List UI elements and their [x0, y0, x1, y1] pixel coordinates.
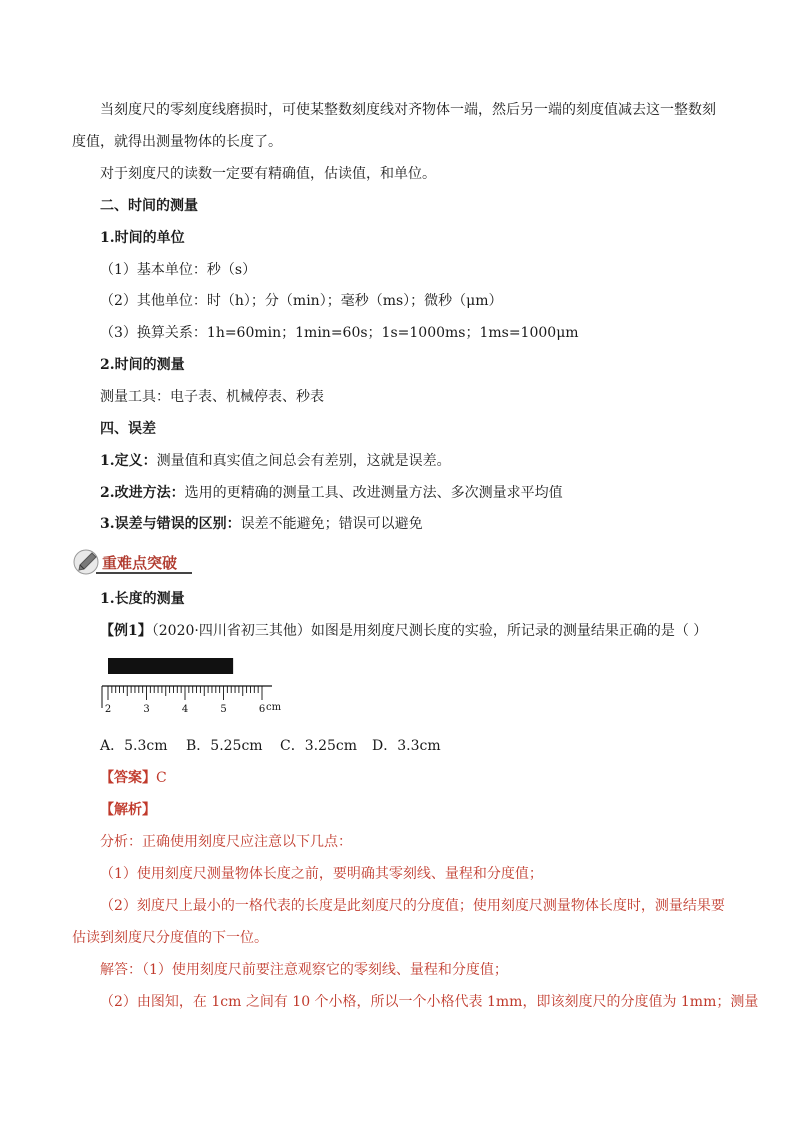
key-points-badge [72, 548, 194, 576]
paragraph-reading-rule: 对于刻度尺的读数一定要有精确值，估读值，和单位。 [100, 166, 436, 182]
text-difference: 误差不能避免；错误可以避免 [240, 516, 423, 532]
example-source: （2020·四川省初三其他） [151, 623, 311, 639]
ruler-figure [96, 652, 296, 720]
option-b: B．5.25cm [186, 738, 263, 754]
option-c: C．3.25cm [280, 738, 357, 754]
measured-object [108, 658, 233, 674]
ruler-tick-label: 2 [104, 704, 112, 715]
example-question-text: 如图是用刻度尺测长度的实验，所记录的测量结果正确的是（ ） [310, 623, 708, 639]
paragraph-zero-mark-line1: 当刻度尺的零刻度线磨损时，可使某整数刻度线对齐物体一端，然后另一端的刻度值减去这一整数刻 [100, 102, 716, 118]
subheading-length-measure: 1.长度的测量 [100, 591, 185, 607]
option-d: D．3.3cm [372, 738, 441, 754]
option-a: A．5.3cm [100, 738, 168, 754]
ruler-tick-label: 5 [220, 704, 227, 715]
paragraph-error-definition [100, 451, 724, 471]
subheading-time-unit: 1.时间的单位 [100, 230, 185, 246]
paragraph-error-improve [100, 483, 724, 503]
answer-value: C [156, 770, 167, 786]
label-definition: 1.定义： [100, 453, 157, 469]
list-item-conversion: （3）换算关系：1h=60min；1min=60s；1s=1000ms；1ms=1000μm [100, 325, 579, 341]
label-improve: 2.改进方法： [100, 485, 185, 501]
list-item-basic-unit: （1）基本单位：秒（s） [100, 262, 257, 278]
analysis-point-2-line1: （2）刻度尺上最小的一格代表的长度是此刻度尺的分度值；使用刻度尺测量物体长度时，测量结果要 [100, 898, 725, 914]
subheading-time-measure: 2.时间的测量 [100, 357, 185, 373]
analysis-point-1: （1）使用刻度尺测量物体长度之前，要明确其零刻线、量程和分度值； [100, 866, 543, 882]
paragraph-zero-mark-line2: 度值，就得出测量物体的长度了。 [72, 134, 282, 150]
solution-point-2: （2）由图知，在 1cm 之间有 10 个小格，所以一个小格代表 1mm，即该刻度尺的分度值为 1mm；测量 [100, 994, 759, 1010]
analysis-point-2-line2: 估读到刻度尺分度值的下一位。 [72, 930, 268, 946]
section-heading-error: 四、误差 [100, 421, 156, 437]
answer-label: 【答案】 [100, 770, 156, 786]
ruler-unit-label: cm [266, 702, 282, 713]
text-definition: 测量值和真实值之间总会有差别，这就是误差。 [156, 453, 451, 469]
paragraph-error-difference [100, 514, 724, 534]
analysis-intro: 分析：正确使用刻度尺应注意以下几点： [100, 834, 352, 850]
paragraph-time-tools: 测量工具：电子表、机械停表、秒表 [100, 389, 324, 405]
ruler-tick-label: 3 [143, 704, 150, 715]
answer-options [100, 736, 724, 756]
badge-label: 重难点突破 [102, 554, 178, 572]
section-heading-time: 二、时间的测量 [100, 198, 198, 214]
ruler-tick-label: 6 [258, 704, 266, 715]
solution-point-1: 解答：（1）使用刻度尺前要注意观察它的零刻线、量程和分度值； [100, 962, 508, 978]
badge-underline [96, 572, 192, 574]
answer-line [100, 768, 724, 788]
analysis-label: 【解析】 [100, 802, 156, 818]
list-item-other-units: （2）其他单位：时（h）；分（min）；毫秒（ms）；微秒（μm） [100, 293, 503, 309]
example-tag: 【例1】 [100, 623, 152, 639]
example-question [100, 621, 724, 641]
text-improve: 选用的更精确的测量工具、改进测量方法、多次测量求平均值 [184, 485, 563, 501]
ruler-tick-label: 4 [181, 704, 189, 715]
label-difference: 3.误差与错误的区别： [100, 516, 241, 532]
